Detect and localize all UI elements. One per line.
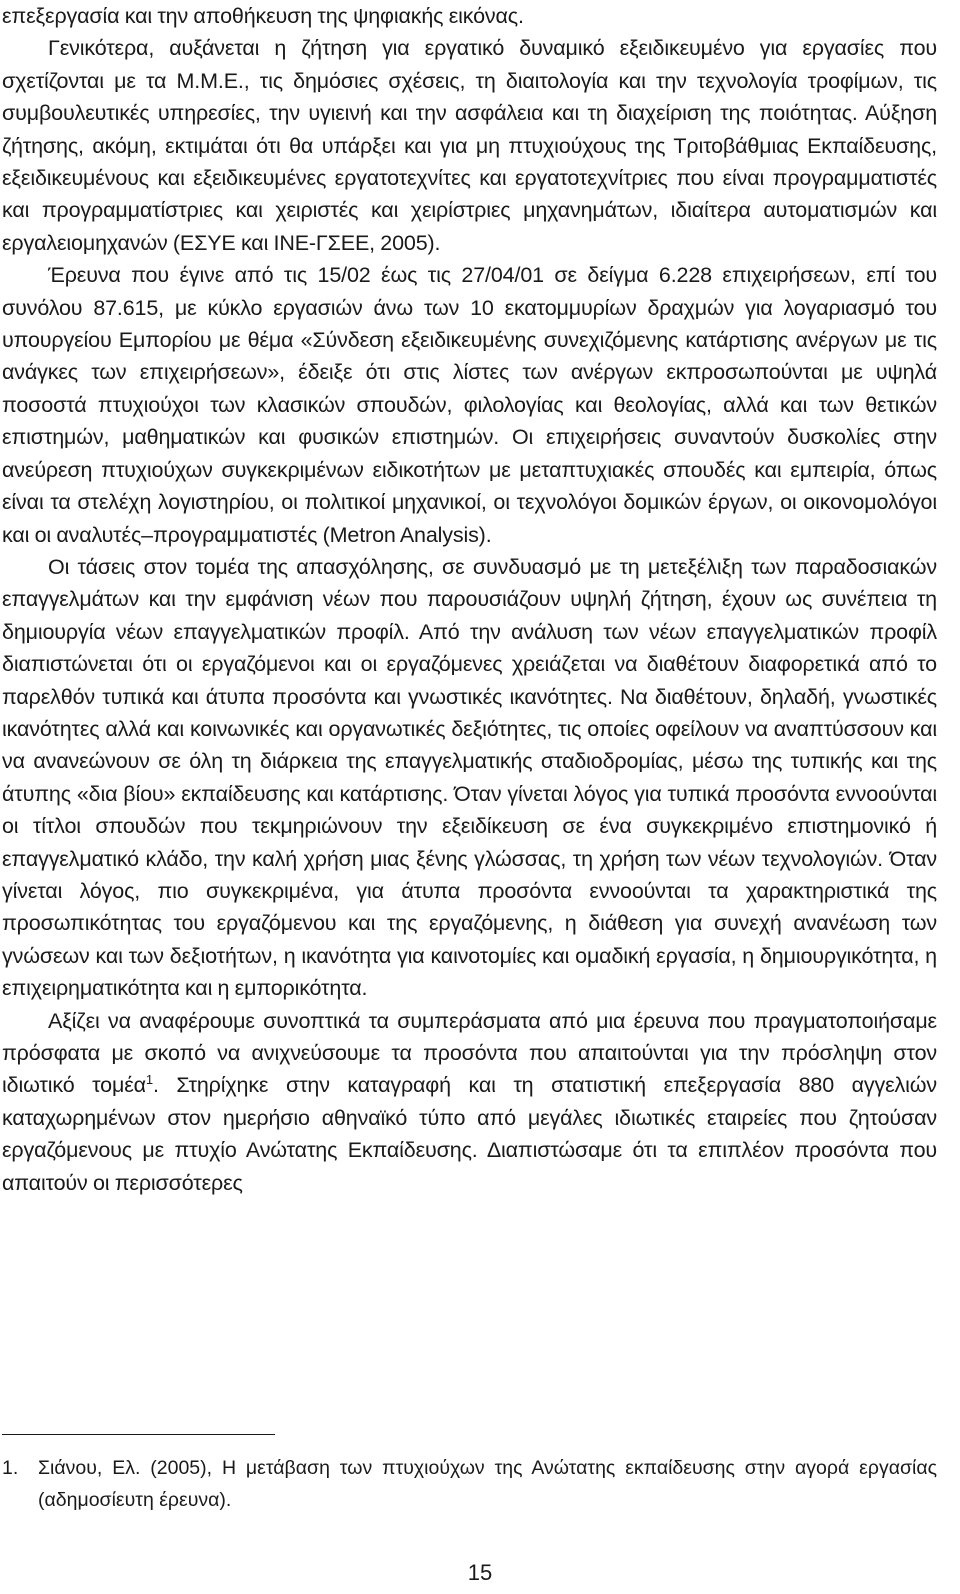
page-number: 15 bbox=[467, 1560, 493, 1585]
paragraph-survey: Έρευνα που έγινε από τις 15/02 έως τις 27/04/01 σε δείγμα 6.228 επιχειρήσεων, επί του συνόλου 87.615, με κύκλο εργασιών άνω των 10 εκατομμυρίων δραχμών για λογαριασμό του υπουργείου Εμπορίου με θέμα «Σύνδεση εξειδικευμένης συνεχιζόμενης κατάρτισης ανέργων με τις ανάγκες των επιχειρήσεων», έδειξε ότι στις λίστες των ανέργων εκπροσωπούνται με υψηλά ποσοστά πτυχιούχοι των κλασικών σπουδών, φιλολογίας και θεολογίας, αλλά και των θετικών επιστημών, μαθηματικών και φυσικών επιστημών. Οι επιχειρήσεις συναντούν δυσκολίες στην ανεύρεση πτυχιούχων συγκεκριμένων ειδικοτήτων με μεταπτυχιακές σπουδές και εμπειρία, όπως είναι τα στελέχη λογιστηρίου, οι πολιτικοί μηχανικοί, οι τεχνολόγοι δομικών έργων, οι οικονομολόγοι και οι αναλυτές–προγραμματιστές (Metron Analysis). bbox=[2, 263, 937, 547]
paragraph-research-part1: Αξίζει να αναφέρουμε συνοπτικά τα συμπεράσματα από μια έρευνα που πραγματοποιήσαμε πρόσφατα με σκοπό να ανιχνεύσουμε τα προσόντα που απαιτούνται για την πρόσληψη στον ιδιωτικό τομέα bbox=[2, 1008, 937, 1098]
footnotes bbox=[2, 1452, 937, 1516]
paragraph-demand: Γενικότερα, αυξάνεται η ζήτηση για εργατικό δυναμικό εξειδικευμένο για εργασίες που σχετίζονται με τα Μ.Μ.Ε., τις δημόσιες σχέσεις, τη διαιτολογία και την τεχνολογία τροφίμων, τις συμβουλευτικές υπηρεσίες, την υγιεινή και την ασφάλεια και τη διαχείριση της ποιότητας. Αύξηση ζήτησης, ακόμη, εκτιμάται ότι θα υπάρξει και για μη πτυχιούχους της Τριτοβάθμιας Εκπαίδευσης, εξειδικευμένους και εξειδικευμένες εργατοτεχνίτες και εργατοτεχνίτριες που είναι προγραμματιστές και προγραμματίστριες και χειριστές και χειρίστριες μηχανημάτων, ιδιαίτερα αυτοματισμών και εργαλειομηχανών (ΕΣΥΕ και ΙΝΕ-ΓΣΕΕ, 2005). bbox=[2, 36, 937, 255]
footnote-item bbox=[2, 1452, 937, 1516]
footnote-number: 1. bbox=[2, 1457, 19, 1479]
paragraph-continuation: επεξεργασία και την αποθήκευση της ψηφιακής εικόνας. bbox=[2, 4, 524, 28]
paragraph-research-part2: . Στηρίχηκε στην καταγραφή και τη στατιστική επεξεργασία 880 αγγελιών καταχωρημένων στον ημερήσιο αθηναϊκό τύπο από μεγάλες ιδιωτικές εταιρείες που ζητούσαν εργαζόμενους με πτυχίο Ανώτατης Εκπαίδευσης. Διαπιστώσαμε ότι τα επιπλέον προσόντα που απαιτούν οι περισσότερες bbox=[2, 1073, 937, 1195]
body-text bbox=[2, 0, 937, 1199]
footnote-reference[interactable]: 1 bbox=[145, 1072, 153, 1088]
footnote-divider bbox=[2, 1434, 275, 1435]
paragraph-trends: Οι τάσεις στον τομέα της απασχόλησης, σε συνδυασμό με τη μετεξέλιξη των παραδοσιακών επαγγελμάτων και την εμφάνιση νέων που παρουσιάζουν υψηλή ζήτηση, έχουν ως συνέπεια τη δημιουργία νέων επαγγελματικών προφίλ. Από την ανάλυση των νέων επαγγελματικών προφίλ διαπιστώνεται ότι οι εργαζόμενοι και οι εργαζόμενες χρειάζεται να διαθέτουν διαφορετικά από το παρελθόν τυπικά και άτυπα προσόντα και γνωστικές ικανότητες. Να διαθέτουν, δηλαδή, γνωστικές ικανότητες αλλά και κοινωνικές και οργανωτικές δεξιότητες, τις οποίες οφείλουν να αναπτύσσουν και να ανανεώνουν σε όλη τη διάρκεια της επαγγελματικής σταδιοδρομίας, μέσω της τυπικής και της άτυπης «δια βίου» εκπαίδευσης και κατάρτισης. Όταν γίνεται λόγος για τυπικά προσόντα εννοούνται οι τίτλοι σπουδών που τεκμηριώνουν την εξειδίκευση σε ένα συγκεκριμένο επιστημονικό ή επαγγελματικό κλάδο, την καλή χρήση μιας ξένης γλώσσας, τη χρήση των νέων τεχνολογιών. Όταν γίνεται λόγος, πιο συγκεκριμένα, για άτυπα προσόντα εννοούνται τα χαρακτηριστικά της προσωπικότητας του εργαζόμενου και της εργαζόμενης, η διάθεση για συνεχή ανανέωση των γνώσεων και των δεξιοτήτων, η ικανότητα για καινοτομίες και ομαδική εργασία, η δημιουργικότητα, η επιχειρηματικότητα και η εμπορικότητα. bbox=[2, 554, 937, 1001]
footnote-text: Σιάνου, Ελ. (2005), Η μετάβαση των πτυχιούχων της Ανώτατης εκπαίδευσης στην αγορά εργασίας (αδημοσίευτη έρευνα). bbox=[38, 1457, 937, 1511]
paragraph-research bbox=[2, 1005, 937, 1199]
